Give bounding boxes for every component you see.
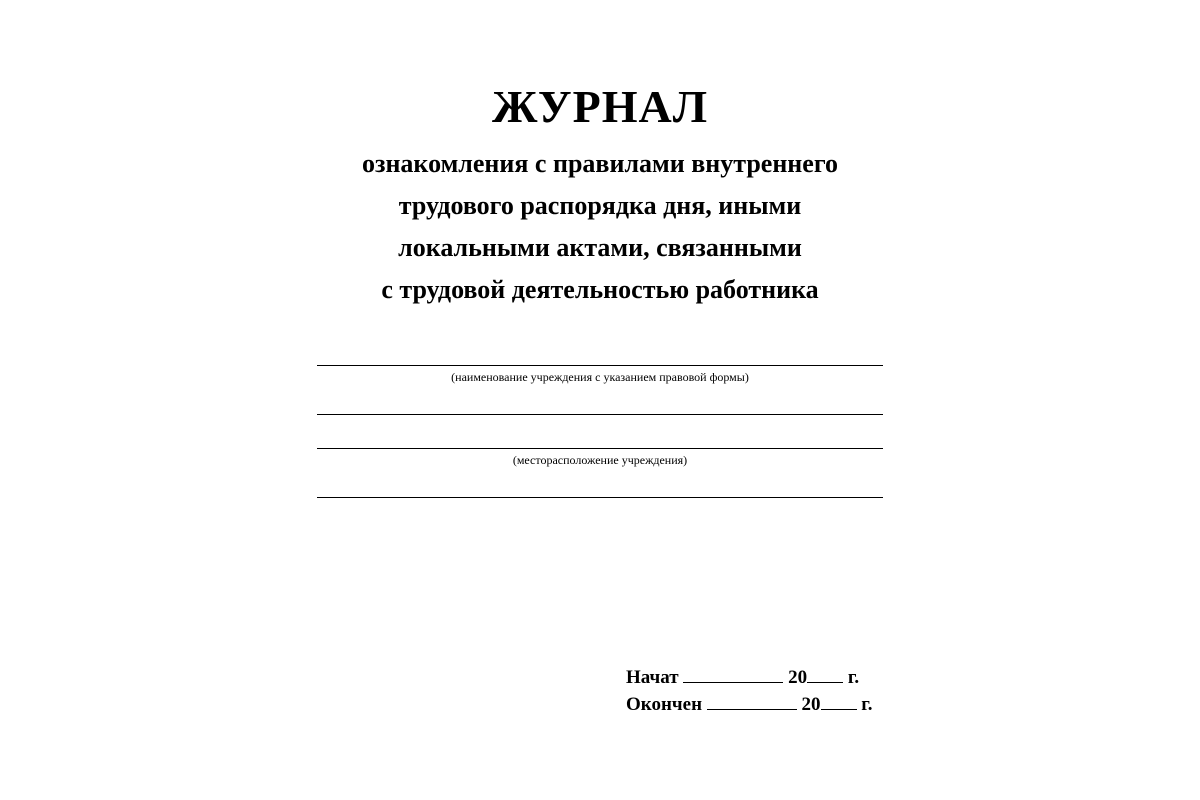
started-date-blank — [683, 664, 783, 683]
location-line — [317, 448, 883, 449]
subtitle-line: с трудовой деятельностью работника — [381, 275, 819, 304]
started-year-prefix: 20 — [788, 667, 808, 688]
subtitle-line: трудового распорядка дня, иными — [398, 191, 802, 220]
subtitle-line: ознакомления с правилами внутреннего — [362, 149, 838, 178]
subtitle-line: локальными актами, связанными — [398, 233, 802, 262]
institution-name-line — [317, 365, 883, 366]
location-line-2 — [317, 497, 883, 498]
started-label: Начат — [626, 667, 679, 688]
finished-year-prefix: 20 — [801, 694, 821, 715]
institution-name-line-2 — [317, 414, 883, 415]
finished-year-suffix: г. — [861, 694, 873, 715]
finished-year-blank — [821, 691, 857, 710]
started-year-suffix: г. — [847, 667, 860, 688]
finished-date-blank — [707, 691, 797, 710]
finished-date-row — [626, 691, 873, 718]
finished-label: Окончен — [626, 694, 703, 715]
institution-caption: (наименование учреждения с указанием правовой формы) — [451, 370, 749, 384]
started-year-blank — [807, 664, 843, 683]
journal-dates — [626, 664, 873, 718]
started-date-row — [626, 664, 873, 691]
document-title: ЖУРНАЛ — [492, 81, 708, 132]
document-subtitle — [0, 143, 1200, 311]
location-caption: (месторасположение учреждения) — [512, 453, 688, 467]
